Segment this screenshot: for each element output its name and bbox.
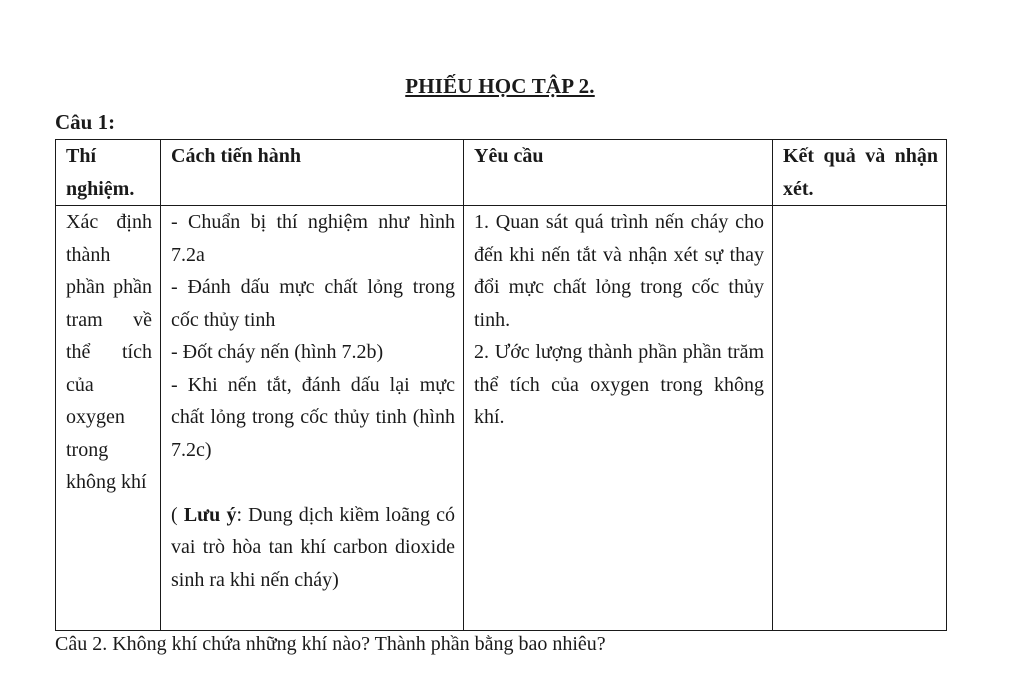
- question-1-label: Câu 1:: [55, 110, 116, 134]
- header-result: Kết quả và nhận xét.: [773, 140, 947, 206]
- table-row: [56, 206, 947, 631]
- procedure-step: - Chuẩn bị thí nghiệm như hình 7.2a: [171, 211, 455, 266]
- table-header-row: [56, 140, 947, 206]
- header-experiment: Thí nghiệm.: [56, 140, 161, 206]
- header-procedure: Cách tiến hành: [161, 140, 464, 206]
- procedure-note: [171, 499, 455, 597]
- requirements-cell: [464, 206, 773, 631]
- requirement-item: 2. Ước lượng thành phần phần trăm thể tích của oxygen trong không khí.: [474, 341, 764, 428]
- note-prefix: (: [171, 503, 184, 526]
- procedure-step: - Khi nến tắt, đánh dấu lại mực chất lỏng trong cốc thủy tinh (hình 7.2c): [171, 373, 455, 461]
- procedure-step: - Đốt cháy nến (hình 7.2b): [171, 341, 384, 363]
- header-requirements: Yêu cầu: [464, 140, 773, 206]
- procedure-cell: [161, 206, 464, 631]
- worksheet-title: PHIẾU HỌC TẬP 2.: [405, 74, 595, 98]
- result-cell[interactable]: [773, 206, 947, 631]
- experiment-text: Xác định thành phần phần tram về thể tích của oxygen trong không khí: [66, 211, 152, 493]
- requirement-item: 1. Quan sát quá trình nến cháy cho đến khi nến tắt và nhận xét sự thay đổi mực chất lỏng trong cốc thủy tinh.: [474, 211, 764, 331]
- note-key: Lưu ý: [183, 503, 237, 526]
- note-text: : Dung dịch kiềm loãng có vai trò hòa tan khí carbon dioxide sinh ra khi nến cháy): [171, 503, 456, 591]
- procedure-step: - Đánh dấu mực chất lỏng trong cốc thủy tinh: [171, 276, 455, 331]
- experiment-cell: [56, 206, 161, 631]
- question-2: Câu 2. Không khí chứa những khí nào? Thành phần bằng bao nhiêu?: [55, 633, 606, 655]
- experiment-table: [55, 139, 947, 631]
- spacer: [171, 466, 455, 499]
